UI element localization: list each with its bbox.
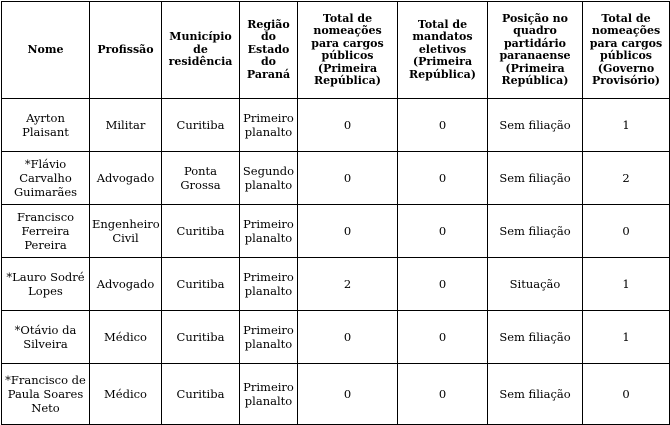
cell-profissao: Advogado <box>90 258 162 311</box>
cell-nome: *Francisco de Paula Soares Neto <box>2 364 90 425</box>
cell-nomeacoes-pr: 0 <box>298 99 398 152</box>
cell-profissao: Médico <box>90 364 162 425</box>
cell-nome: *Lauro Sodré Lopes <box>2 258 90 311</box>
cell-posicao: Sem filiação <box>488 311 583 364</box>
cell-regiao: Primeiro planalto <box>240 205 298 258</box>
cell-regiao: Primeiro planalto <box>240 99 298 152</box>
cell-municipio: Curitiba <box>162 99 240 152</box>
header-nomeacoes-governo-provisorio: Total de nomeações para cargos públicos (Governo Provisório) <box>583 2 670 99</box>
cell-mandatos: 0 <box>398 364 488 425</box>
cell-posicao: Sem filiação <box>488 152 583 205</box>
cell-nomeacoes-gp: 1 <box>583 311 670 364</box>
cell-mandatos: 0 <box>398 258 488 311</box>
cell-nomeacoes-gp: 0 <box>583 364 670 425</box>
table-row <box>2 258 670 311</box>
cell-nomeacoes-gp: 1 <box>583 258 670 311</box>
table-row <box>2 152 670 205</box>
cell-nomeacoes-pr: 2 <box>298 258 398 311</box>
table-row <box>2 99 670 152</box>
cell-profissao: Advogado <box>90 152 162 205</box>
cell-municipio: Ponta Grossa <box>162 152 240 205</box>
cell-nome: *Otávio da Silveira <box>2 311 90 364</box>
header-posicao-partidaria: Posição no quadro partidário paranaense (Primeira República) <box>488 2 583 99</box>
header-nome: Nome <box>2 2 90 99</box>
cell-mandatos: 0 <box>398 205 488 258</box>
cell-posicao: Sem filiação <box>488 99 583 152</box>
cell-nome: Ayrton Plaisant <box>2 99 90 152</box>
cell-profissao: Militar <box>90 99 162 152</box>
data-table <box>1 1 670 425</box>
cell-municipio: Curitiba <box>162 205 240 258</box>
cell-municipio: Curitiba <box>162 364 240 425</box>
header-mandatos-eletivos: Total de mandatos eletivos (Primeira República) <box>398 2 488 99</box>
cell-nome: *Flávio Carvalho Guimarães <box>2 152 90 205</box>
cell-municipio: Curitiba <box>162 258 240 311</box>
cell-mandatos: 0 <box>398 99 488 152</box>
table-row <box>2 364 670 425</box>
cell-posicao: Situação <box>488 258 583 311</box>
cell-municipio: Curitiba <box>162 311 240 364</box>
cell-nomeacoes-gp: 0 <box>583 205 670 258</box>
table-row <box>2 311 670 364</box>
header-municipio: Município de residência <box>162 2 240 99</box>
cell-profissao: Engenheiro Civil <box>90 205 162 258</box>
cell-nomeacoes-pr: 0 <box>298 311 398 364</box>
header-nomeacoes-primeira-republica: Total de nomeações para cargos públicos (Primeira República) <box>298 2 398 99</box>
table-row <box>2 205 670 258</box>
cell-regiao: Segundo planalto <box>240 152 298 205</box>
cell-nomeacoes-pr: 0 <box>298 205 398 258</box>
cell-nome: Francisco Ferreira Pereira <box>2 205 90 258</box>
header-row <box>2 2 670 99</box>
cell-regiao: Primeiro planalto <box>240 364 298 425</box>
header-regiao: Região do Estado do Paraná <box>240 2 298 99</box>
cell-mandatos: 0 <box>398 311 488 364</box>
cell-nomeacoes-gp: 1 <box>583 99 670 152</box>
header-profissao: Profissão <box>90 2 162 99</box>
cell-profissao: Médico <box>90 311 162 364</box>
cell-nomeacoes-gp: 2 <box>583 152 670 205</box>
cell-mandatos: 0 <box>398 152 488 205</box>
cell-posicao: Sem filiação <box>488 205 583 258</box>
cell-regiao: Primeiro planalto <box>240 311 298 364</box>
cell-nomeacoes-pr: 0 <box>298 364 398 425</box>
cell-nomeacoes-pr: 0 <box>298 152 398 205</box>
cell-posicao: Sem filiação <box>488 364 583 425</box>
cell-regiao: Primeiro planalto <box>240 258 298 311</box>
